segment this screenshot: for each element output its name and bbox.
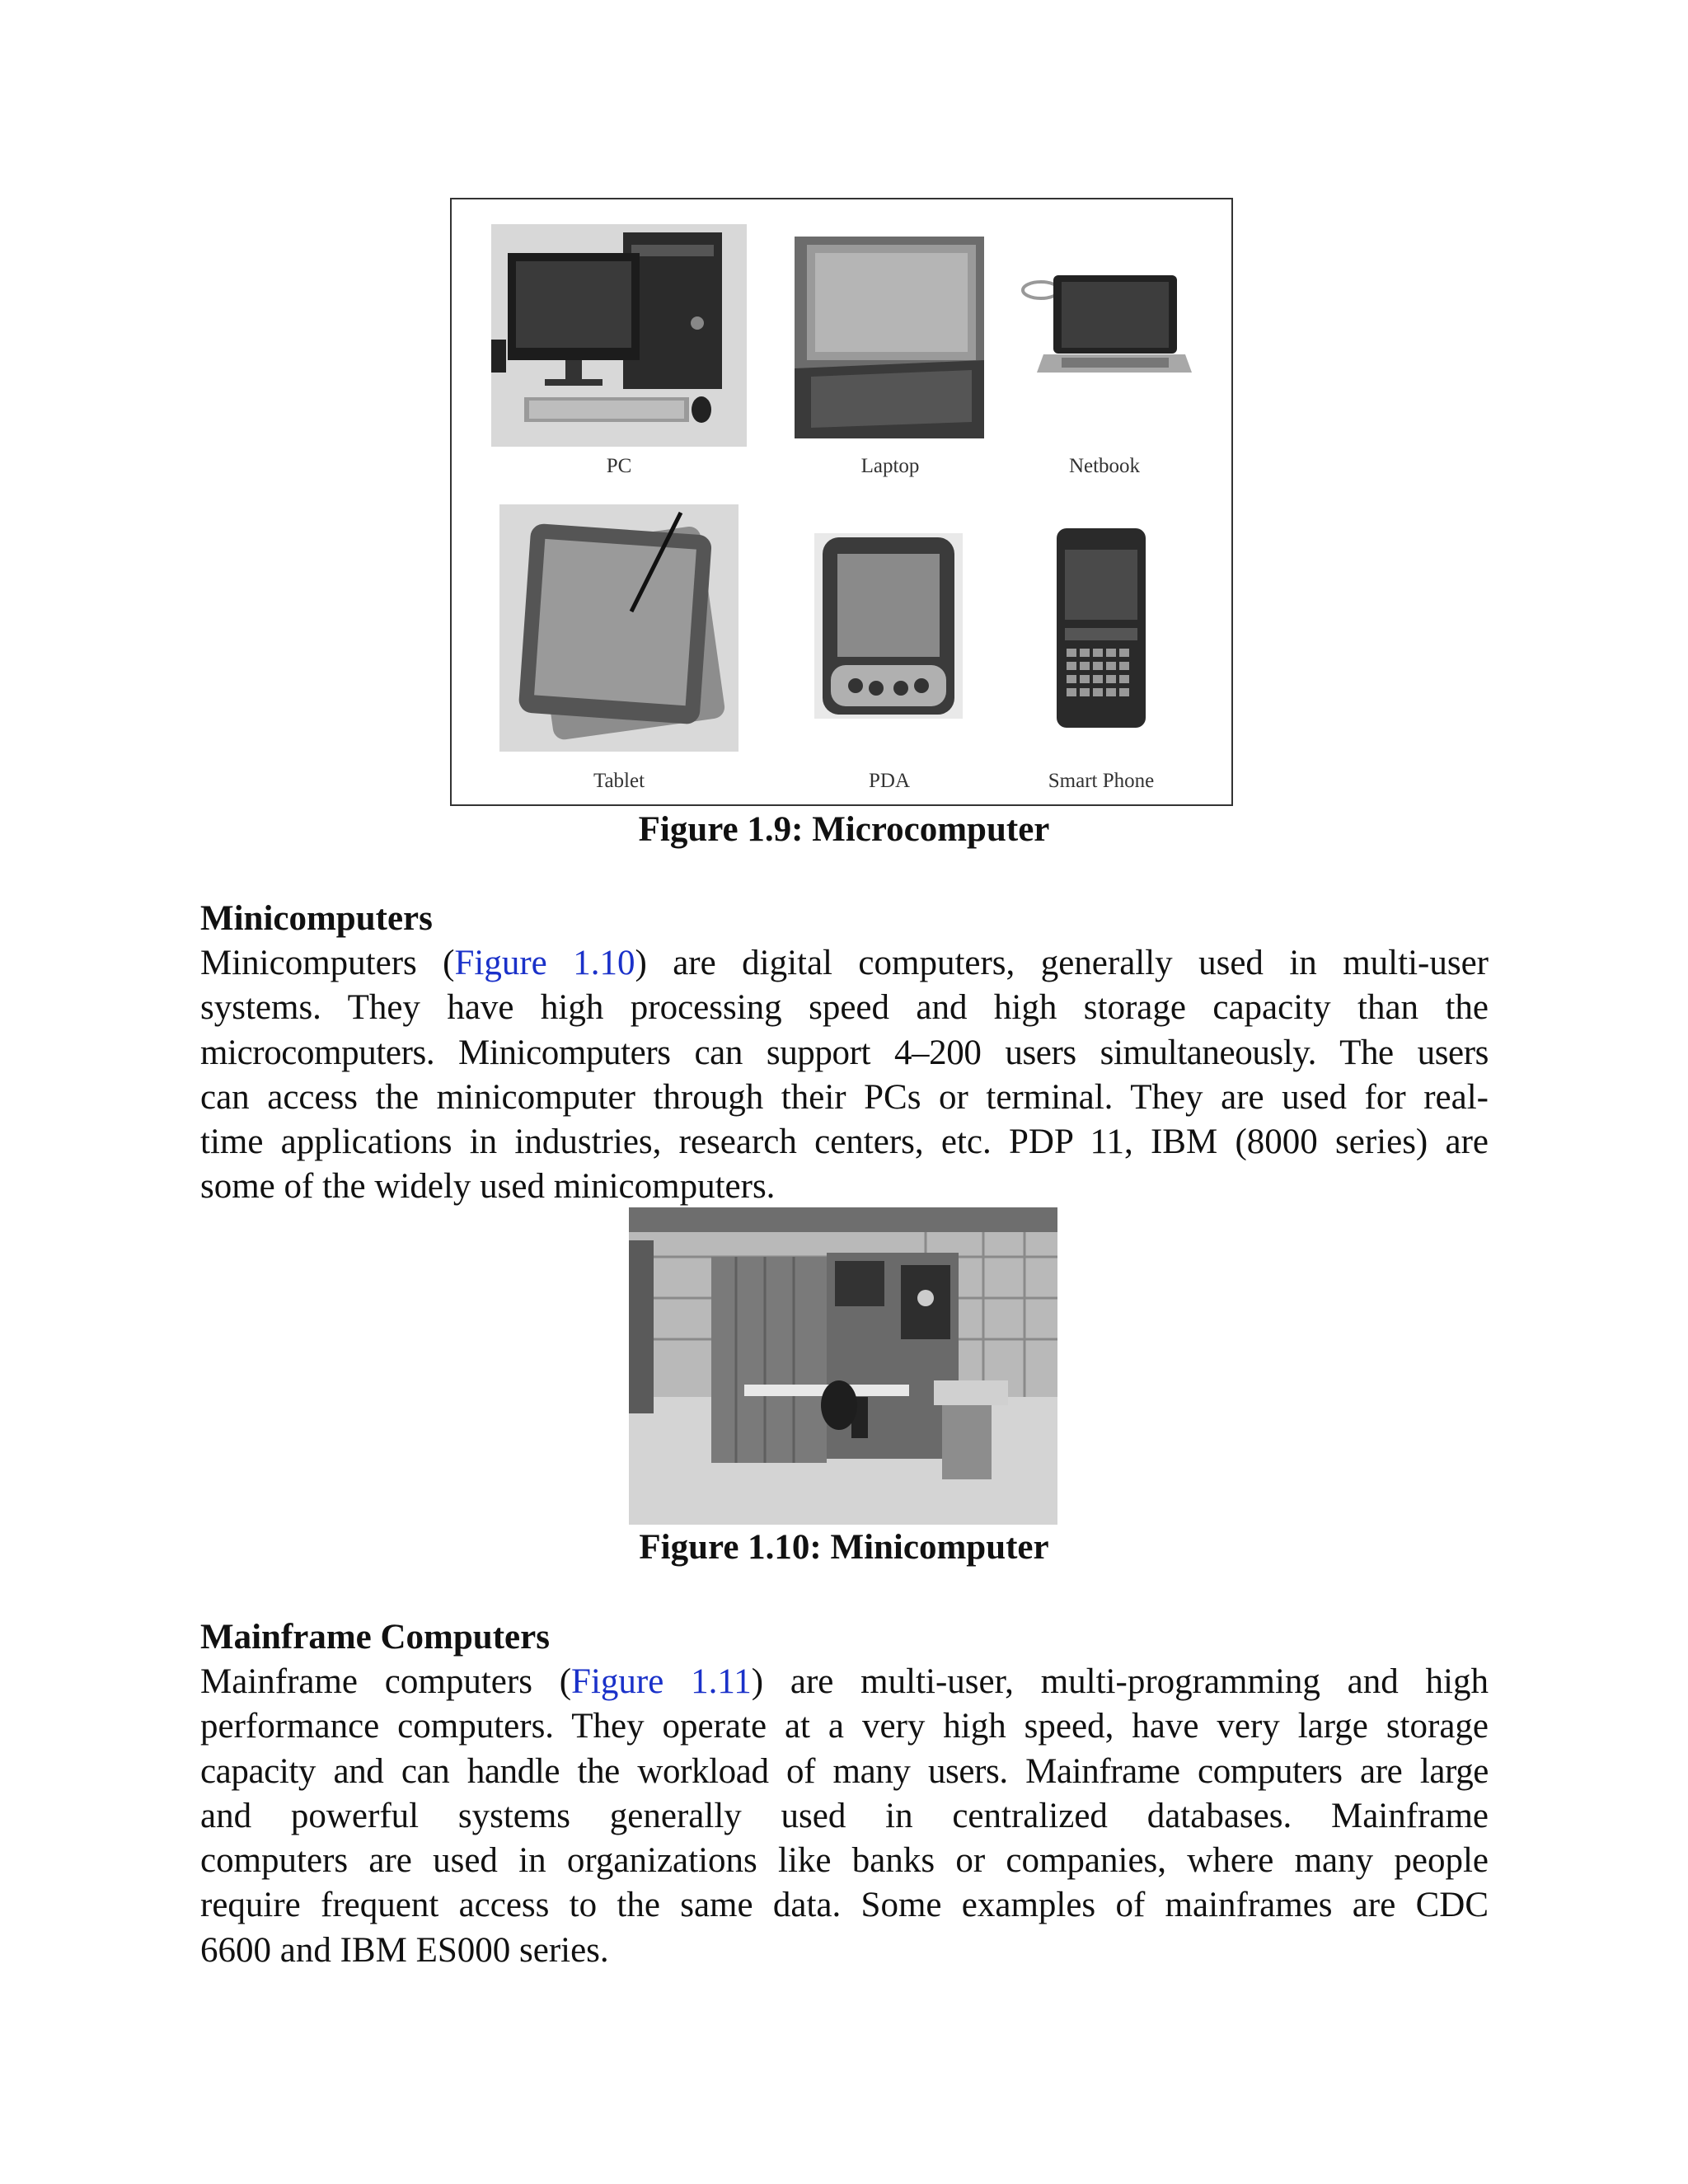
paragraph-line: microcomputers. Minicomputers can support 4–200 users simultaneously. The users [200, 1033, 1489, 1072]
figure-item-label: PDA [868, 770, 910, 792]
figure-item-label: Laptop [860, 455, 920, 477]
desktop-pc-icon [491, 224, 747, 447]
paragraph-line: capacity and can handle the workload of many users. Mainframe computers are large [200, 1751, 1489, 1791]
figure-item-label: PC [606, 455, 632, 477]
figure-caption: Figure 1.9: Microcomputer [638, 810, 1050, 849]
paragraph-line: 6600 and IBM ES000 series. [200, 1930, 609, 1970]
paragraph-line: Mainframe computers (Figure 1.11) are multi-user, multi-programming and high [200, 1662, 1489, 1701]
paragraph-line: computers are used in organizations like banks or companies, where many people [200, 1841, 1489, 1881]
section-heading: Mainframe Computers [200, 1618, 550, 1657]
paragraph-line: systems. They have high processing speed and high storage capacity than the [200, 988, 1489, 1028]
tablet-icon [499, 504, 738, 752]
paragraph-line: and powerful systems generally used in centralized databases. Mainframe [200, 1796, 1489, 1835]
paragraph-line: Minicomputers (Figure 1.10) are digital computers, generally used in multi-user [200, 944, 1489, 982]
netbook-icon [1020, 265, 1193, 389]
paragraph-line: time applications in industries, research centers, etc. PDP 11, IBM (8000 series) are [200, 1122, 1489, 1162]
pda-icon [814, 533, 963, 719]
mainframe-paragraph [200, 1660, 1489, 1973]
paragraph-line: require frequent access to the same data. Some examples of mainframes are CDC [200, 1886, 1489, 1925]
minicomputer-photo [629, 1207, 1057, 1525]
figure-item-label: Tablet [593, 770, 645, 792]
laptop-icon [795, 237, 984, 438]
figure-item-label: Smart Phone [1048, 770, 1155, 792]
figure-caption: Figure 1.10: Minicomputer [639, 1528, 1049, 1567]
smartphone-icon [1052, 525, 1151, 731]
figure-link[interactable]: Figure 1.11 [571, 1662, 752, 1701]
figure-1-9-box [450, 198, 1233, 806]
section-heading: Minicomputers [200, 899, 433, 938]
paragraph-line: can access the minicomputer through their PCs or terminal. They are used for real- [200, 1077, 1489, 1117]
figure-link[interactable]: Figure 1.10 [454, 944, 635, 982]
minicomputers-paragraph [200, 941, 1489, 1210]
figure-item-label: Netbook [1068, 455, 1141, 477]
paragraph-line: some of the widely used minicomputers. [200, 1167, 776, 1207]
paragraph-line: performance computers. They operate at a very high speed, have very large storage [200, 1707, 1489, 1746]
